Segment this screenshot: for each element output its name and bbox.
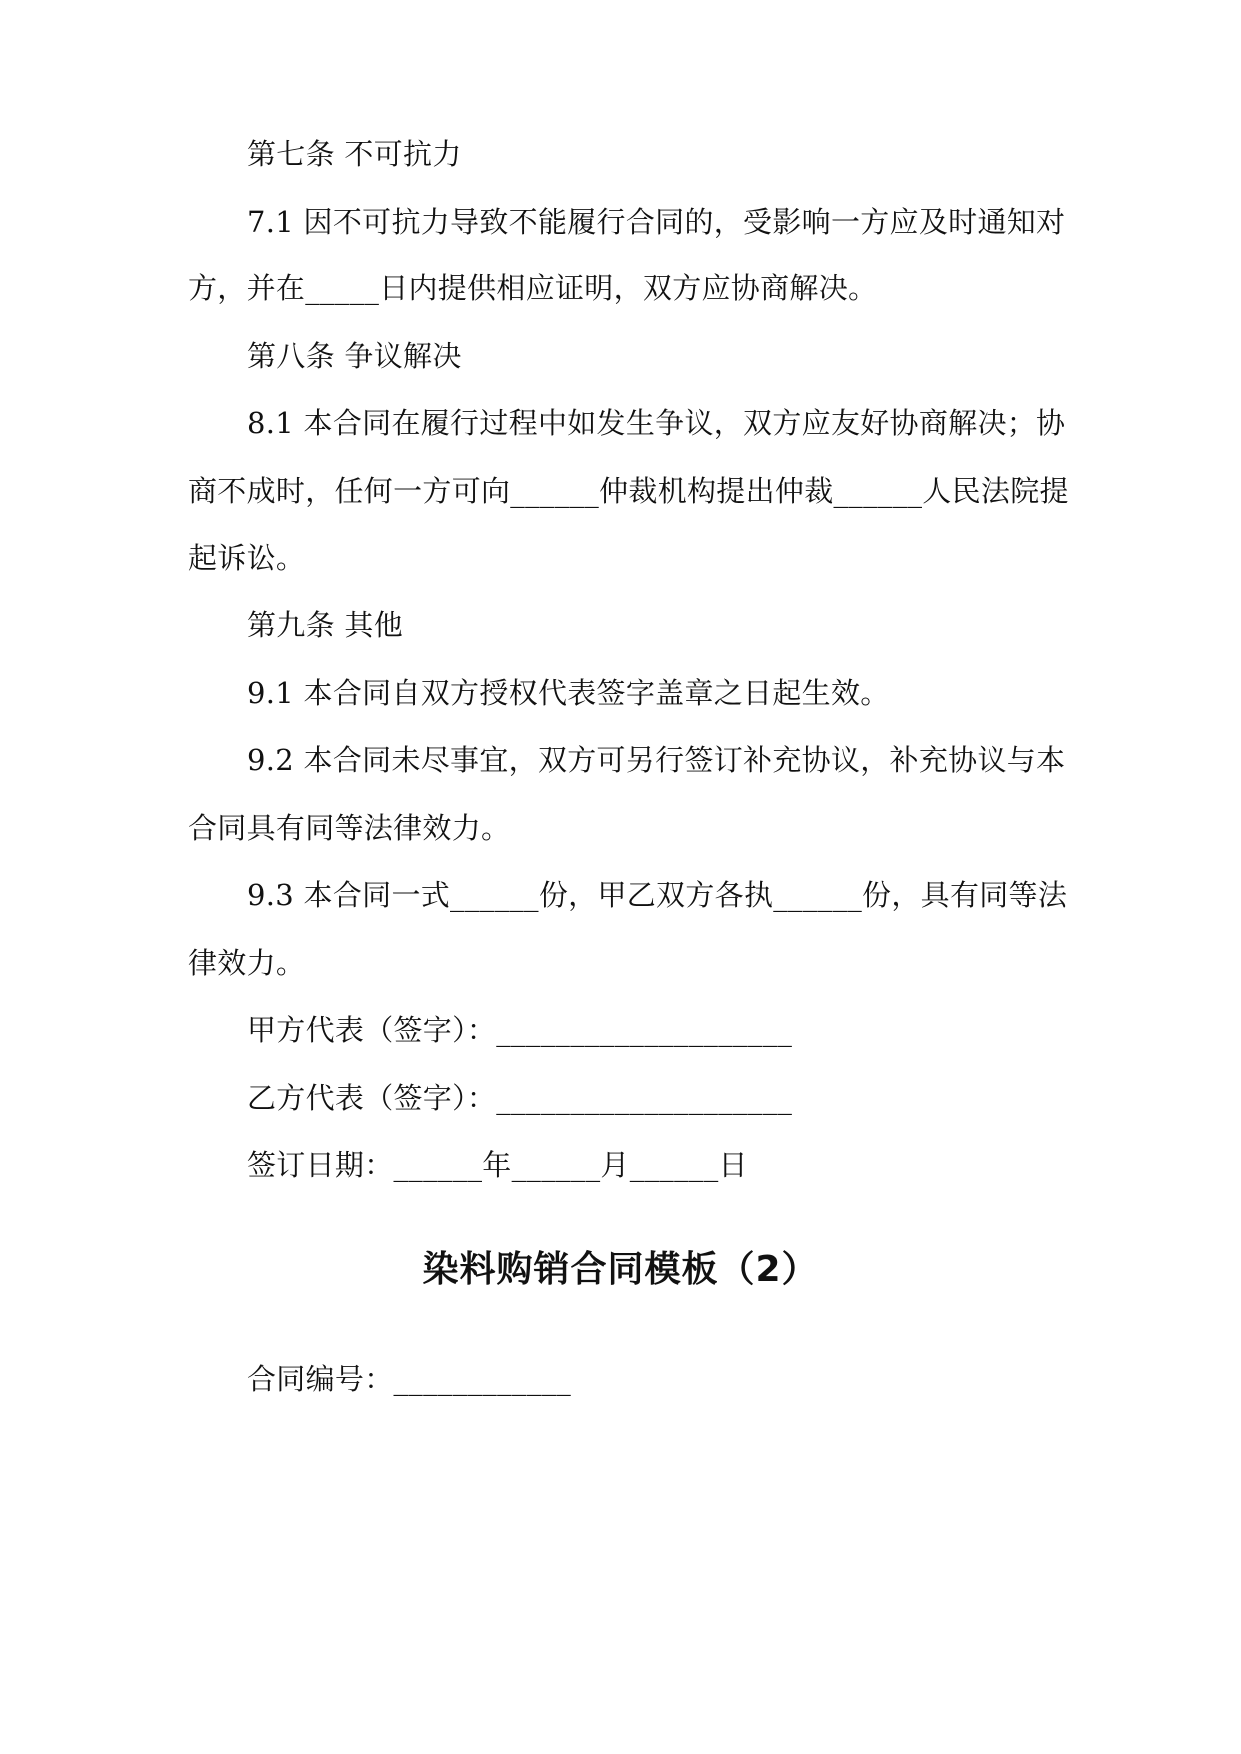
party-a-signature-line: 甲方代表（签字）：____________________	[247, 1013, 793, 1047]
article-8-clause-1-line-1: 8.1 本合同在履行过程中如发生争议，双方应友好协商解决；协	[247, 406, 1066, 440]
article-7-clause-1-line-1: 7.1 因不可抗力导致不能履行合同的，受影响一方应及时通知对	[247, 205, 1066, 239]
article-9-clause-2-line-2: 合同具有同等法律效力。	[188, 811, 511, 845]
document-title: 染料购销合同模板（2）	[422, 1249, 819, 1290]
contract-number-line: 合同编号：____________	[247, 1362, 572, 1396]
article-9-clause-1: 9.1 本合同自双方授权代表签字盖章之日起生效。	[247, 676, 890, 710]
article-9-clause-3-line-2: 律效力。	[188, 946, 306, 980]
signing-date-line: 签订日期：______年______月______日	[247, 1148, 748, 1182]
article-8-clause-1-line-2: 商不成时，任何一方可向______仲裁机构提出仲裁______人民法院提	[188, 474, 1069, 508]
article-8-clause-1-line-3: 起诉讼。	[188, 541, 306, 575]
article-7-clause-1-line-2: 方，并在_____日内提供相应证明，双方应协商解决。	[188, 271, 878, 305]
article-7-heading: 第七条 不可抗力	[247, 137, 462, 171]
article-8-heading: 第八条 争议解决	[247, 339, 462, 373]
party-b-signature-line: 乙方代表（签字）：____________________	[247, 1081, 793, 1115]
article-9-heading: 第九条 其他	[247, 608, 404, 642]
article-9-clause-3-line-1: 9.3 本合同一式______份，甲乙双方各执______份，具有同等法	[247, 878, 1068, 912]
article-9-clause-2-line-1: 9.2 本合同未尽事宜，双方可另行签订补充协议，补充协议与本	[247, 743, 1066, 777]
